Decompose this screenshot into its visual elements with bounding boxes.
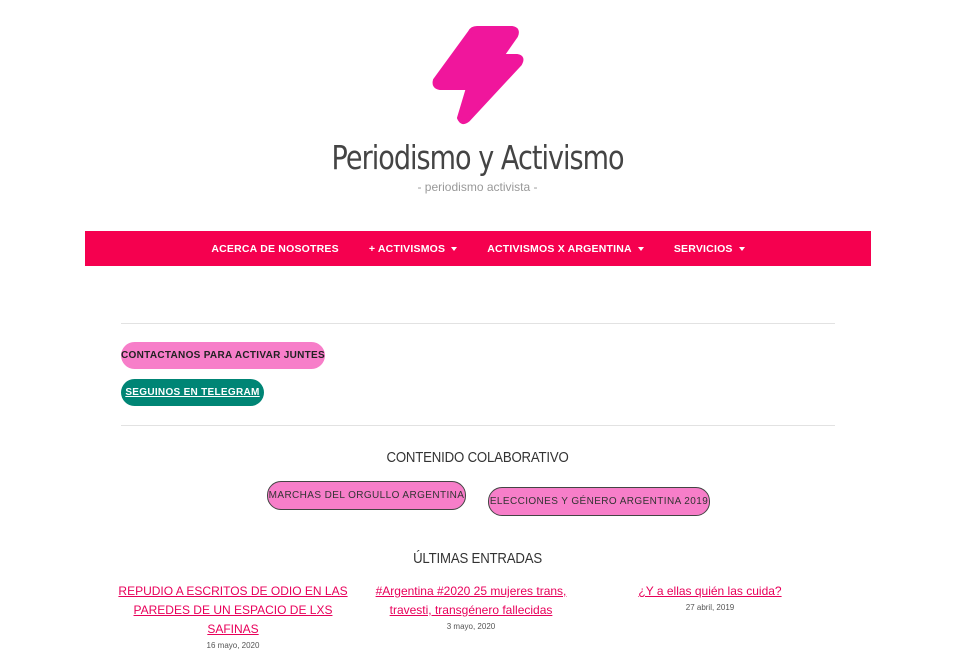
nav-item-activismos-argentina[interactable]: [472, 243, 659, 255]
caret-down-icon: [739, 247, 745, 251]
elecciones-genero-button[interactable]: ELECCIONES Y GÉNERO ARGENTINA 2019: [488, 487, 710, 516]
nav-item-label: SERVICIOS: [673, 242, 733, 255]
site-title[interactable]: Periodismo y Activismo: [331, 138, 624, 177]
post-card: [610, 582, 810, 612]
contact-button[interactable]: CONTACTANOS PARA ACTIVAR JUNTES: [121, 342, 325, 369]
nav-item-label: ACERCA DE NOSOTRES: [211, 242, 339, 255]
collab-section-title: CONTENIDO COLABORATIVO: [386, 449, 569, 466]
site-tagline: - periodismo activista -: [417, 180, 538, 194]
post-card: [113, 582, 353, 650]
nav-item-acerca[interactable]: [196, 243, 353, 255]
divider: [121, 323, 835, 324]
post-title-line: PAREDES DE UN ESPACIO DE LXS SAFINAS: [133, 603, 333, 636]
nav-item-label: + ACTIVISMOS: [368, 242, 446, 255]
post-title-link[interactable]: [113, 582, 353, 639]
caret-down-icon: [638, 247, 644, 251]
post-title-link[interactable]: [356, 582, 586, 620]
post-date: 27 abril, 2019: [685, 603, 735, 612]
marchas-orgullo-button[interactable]: MARCHAS DEL ORGULLO ARGENTINA: [267, 481, 466, 510]
lightning-bolt-icon[interactable]: [432, 26, 524, 124]
caret-down-icon: [451, 247, 457, 251]
telegram-button[interactable]: SEGUINOS EN TELEGRAM: [121, 379, 264, 406]
post-card: [356, 582, 586, 631]
nav-item-servicios[interactable]: [659, 243, 760, 255]
post-title-line: #Argentina #2020 25 mujeres trans,: [375, 584, 567, 598]
post-title-line: REPUDIO A ESCRITOS DE ODIO EN LAS: [118, 584, 348, 598]
main-navbar: [85, 231, 871, 266]
nav-item-label: ACTIVISMOS X ARGENTINA: [487, 242, 632, 255]
post-title-link[interactable]: [610, 582, 810, 601]
post-title-line: ¿Y a ellas quién las cuida?: [638, 584, 782, 598]
post-date: 3 mayo, 2020: [446, 622, 496, 631]
post-date: 16 mayo, 2020: [206, 641, 260, 650]
divider: [121, 425, 835, 426]
nav-item-activismos[interactable]: [354, 243, 472, 255]
latest-section-title: ÚLTIMAS ENTRADAS: [413, 550, 543, 567]
post-title-line: travesti, transgénero fallecidas: [389, 603, 553, 617]
